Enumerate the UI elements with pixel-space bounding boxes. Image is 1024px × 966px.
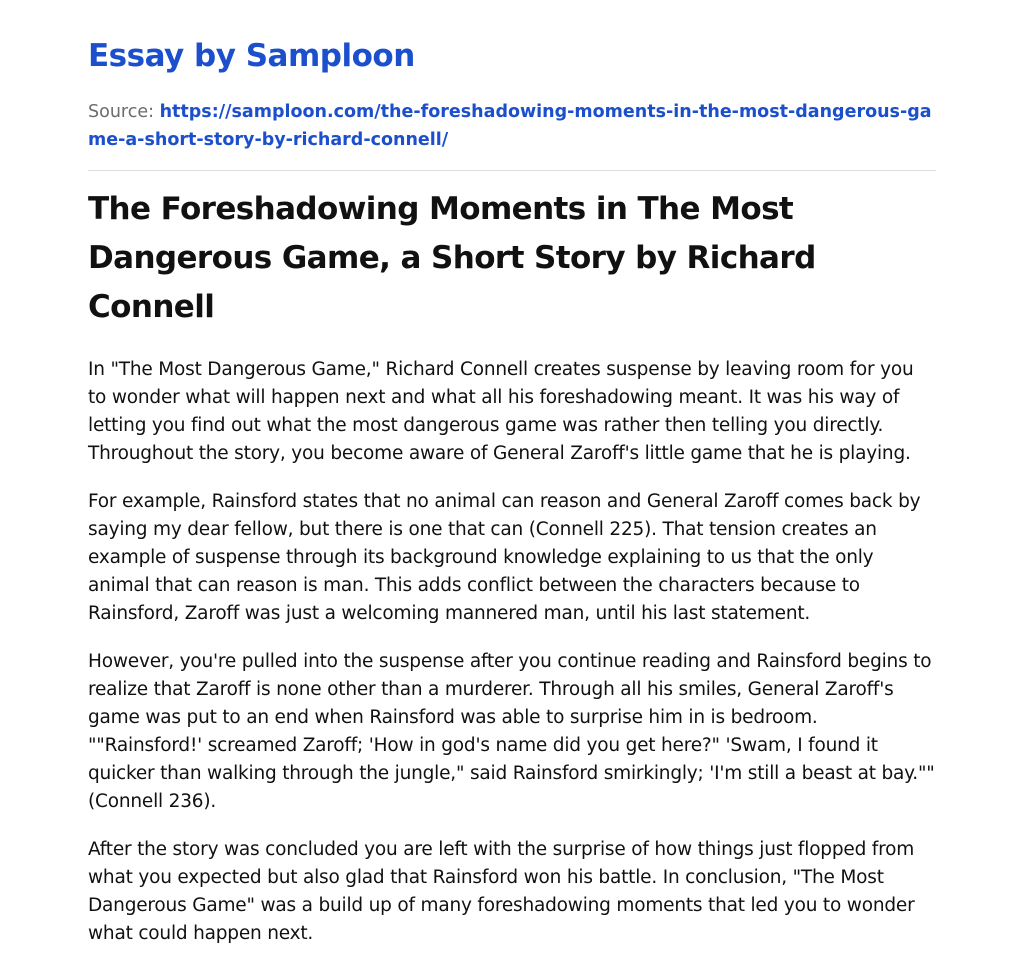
essay-paragraph: However, you're pulled into the suspense after you continue reading and Rainsford begins to realize that Zaroff is none other than a murderer. Through all his smiles, General Zaroff's game was put to an end when Rainsford was able to surprise him in is bedroom. ""Rainsford!' screamed Zaroff; 'How in god's name did you get here?" 'Swam, I found it quicker than walking through the jungle," said Rainsford smirkingly; 'I'm still a beast at bay."" (Connell 236).	[88, 651, 935, 812]
source-link[interactable]: https://samploon.com/the-foreshadowing-moments-in-the-most-dangerous-game-a-short-story-by-richard-connell/	[88, 102, 932, 150]
site-brand-title: Essay by Samploon	[88, 38, 415, 74]
essay-paragraph: In "The Most Dangerous Game," Richard Connell creates suspense by leaving room for you to wonder what will happen next and what all his foreshadowing meant. It was his way of letting you find out what the most dangerous game was rather then telling you directly. Throughout the story, you become aware of General Zaroff's little game that he is playing.	[88, 359, 914, 464]
essay-paragraph: After the story was concluded you are left with the surprise of how things just flopped from what you expected but also glad that Rainsford won his battle. In conclusion, "The Most Dangerous Game" was a build up of many foreshadowing moments that led you to wonder what could happen next.	[88, 839, 915, 944]
essay-paragraph: For example, Rainsford states that no animal can reason and General Zaroff comes back by saying my dear fellow, but there is one that can (Connell 225). That tension creates an example of suspense through its background knowledge explaining to us that the only animal that can reason is man. This adds conflict between the characters because to Rainsford, Zaroff was just a welcoming mannered man, until his last statement.	[88, 491, 921, 624]
source-label: Source:	[88, 102, 155, 122]
source-line	[88, 98, 936, 154]
divider	[88, 170, 936, 171]
essay-title: The Foreshadowing Moments in The Most Dangerous Game, a Short Story by Richard Connell	[88, 191, 816, 325]
essay-page	[88, 0, 936, 948]
essay-body	[88, 356, 936, 948]
